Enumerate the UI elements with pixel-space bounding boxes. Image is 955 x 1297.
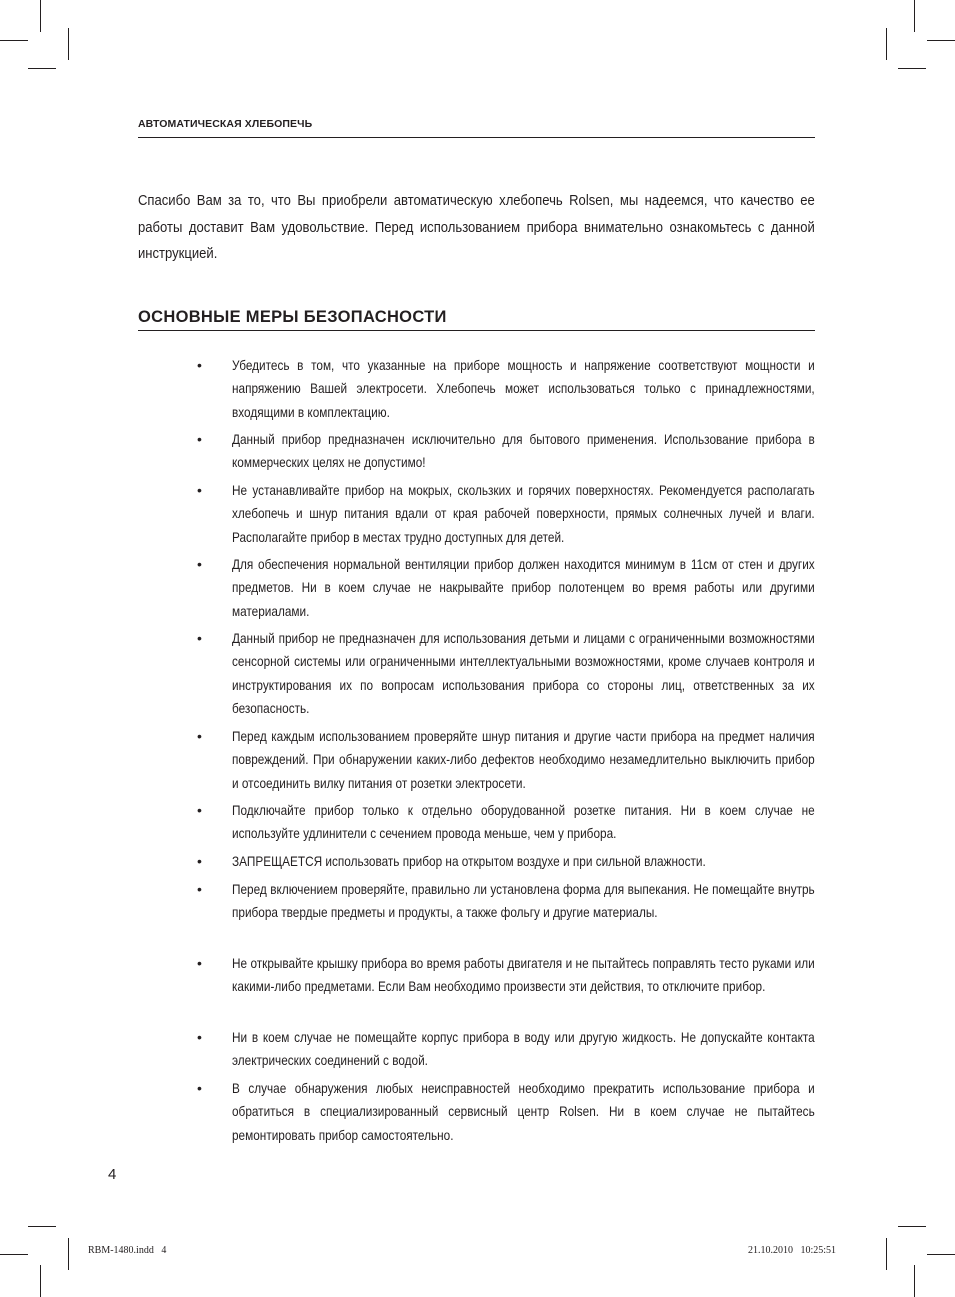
bullet-icon: • (197, 556, 202, 572)
bullet-icon: • (197, 881, 202, 897)
bullet-icon: • (197, 728, 202, 744)
bullet-icon: • (197, 482, 202, 498)
bullet-icon: • (197, 802, 202, 818)
list-item (0, 354, 955, 423)
list-item (0, 1026, 955, 1072)
list-item (0, 627, 955, 720)
list-item (0, 428, 955, 474)
bullet-icon: • (197, 955, 202, 971)
list-item-text: Не открывайте крышку прибора во время работы двигателя и не пытайтесь поправлять тесто руками или какими-либо предметами. Если Вам необходимо произвести эти действия, то отключите прибор. (232, 956, 815, 995)
section-divider (138, 330, 815, 331)
crop-mark-bottom-left-v (40, 1265, 41, 1297)
crop-mark-bottom-right-h (927, 1254, 955, 1255)
list-item (0, 952, 955, 1021)
list-item-text: Для обеспечения нормальной вентиляции прибор должен находится минимум в 11см от стен и других предметов. Ни в коем случае не накрывайте прибор полотенцем во время работы или другими материалами. (232, 557, 815, 619)
list-item-text: Не устанавливайте прибор на мокрых, скользких и горячих поверхностях. Рекомендуется располагать хлебопечь и шнур питания вдали от края рабочей поверхности, прямых солнечных лучей и влаги. Располагайте прибор в местах трудно доступных для детей. (232, 483, 815, 545)
crop-mark-top-right-h (927, 40, 955, 41)
crop-mark-top-left-v (40, 0, 41, 32)
crop-mark-top-right-v (914, 0, 915, 32)
print-slug-date: 21.10.2010 10:25:51 (748, 1245, 837, 1256)
list-item-text: Данный прибор предназначен исключительно для бытового применения. Использование прибора в коммерческих целях не допустимо! (232, 432, 815, 471)
crop-mark-bottom-right-v (914, 1265, 915, 1297)
crop-mark-top-left-v2 (68, 28, 69, 60)
list-item-text: В случае обнаружения любых неисправностей необходимо прекратить использование прибора и обратиться в специализированный сервисный центр Rolsen. Ни в коем случае не пытайтесь ремонтировать прибор самостоятельно. (232, 1081, 815, 1143)
bullet-icon: • (197, 357, 202, 373)
running-header: АВТОМАТИЧЕСКАЯ ХЛЕБОПЕЧЬ (138, 118, 313, 130)
list-item-text: ЗАПРЕЩАЕТСЯ использовать прибор на открытом воздухе и при сильной влажности. (232, 854, 706, 869)
intro-paragraph: Спасибо Вам за то, что Вы приобрели автоматическую хлебопечь Rolsen, мы надеемся, что качество ее работы доставит Вам удовольствие. Перед использованием прибора внимательно ознакомьтесь с данной инструкцией. (138, 192, 815, 262)
list-item-text: Перед включением проверяйте, правильно ли установлена форма для выпекания. Не помещайте внутрь прибора твердые предметы и продукты, а также фольгу и другие материалы. (232, 882, 815, 921)
bullet-icon: • (197, 853, 202, 869)
bullet-icon: • (197, 431, 202, 447)
list-item (0, 1077, 955, 1146)
bullet-icon: • (197, 1029, 202, 1045)
list-item-text: Данный прибор не предназначен для использования детьми и лицами с ограниченными возможностями сенсорной системы или ограниченными интеллектуальными возможностями, кроме случаев контроля и инструктирования их по вопросам использования прибора со стороны лиц, ответственных за их безопасность. (232, 631, 815, 716)
safety-list (0, 354, 955, 1151)
crop-mark-bottom-right-h2 (898, 1226, 926, 1227)
list-item (0, 878, 955, 947)
header-divider (138, 137, 815, 138)
list-item-text: Ни в коем случае не помещайте корпус прибора в воду или другую жидкость. Не допускайте контакта электрических соединений с водой. (232, 1030, 815, 1069)
crop-mark-top-right-v2 (886, 28, 887, 60)
crop-mark-bottom-left-v2 (68, 1238, 69, 1270)
section-title: ОСНОВНЫЕ МЕРЫ БЕЗОПАСНОСТИ (138, 308, 447, 326)
list-item (0, 553, 955, 622)
print-slug-file: RBM-1480.indd 4 (88, 1245, 167, 1256)
list-item (0, 479, 955, 548)
crop-mark-top-left-h2 (28, 68, 56, 69)
list-item (0, 799, 955, 845)
bullet-icon: • (197, 630, 202, 646)
crop-mark-top-left-h (0, 40, 28, 41)
list-item (0, 850, 955, 873)
bullet-icon: • (197, 1080, 202, 1096)
crop-mark-bottom-left-h (0, 1254, 28, 1255)
list-item-text: Подключайте прибор только к отдельно оборудованной розетке питания. Ни в коем случае не используйте удлинители с сечением провода меньше, чем у прибора. (232, 803, 815, 842)
crop-mark-bottom-right-v2 (886, 1238, 887, 1270)
page-number: 4 (108, 1166, 117, 1183)
list-item-text: Убедитесь в том, что указанные на приборе мощность и напряжение соответствуют мощности и напряжению Вашей электросети. Хлебопечь может использоваться только с принадлежностями, входящими в комплектацию. (232, 358, 815, 420)
list-item (0, 725, 955, 794)
list-item-text: Перед каждым использованием проверяйте шнур питания и другие части прибора на предмет наличия повреждений. При обнаружении каких-либо дефектов необходимо незамедлительно выключить прибор и отсоединить вилку питания от розетки электросети. (232, 729, 815, 791)
crop-mark-bottom-left-h2 (28, 1226, 56, 1227)
crop-mark-top-right-h2 (898, 68, 926, 69)
